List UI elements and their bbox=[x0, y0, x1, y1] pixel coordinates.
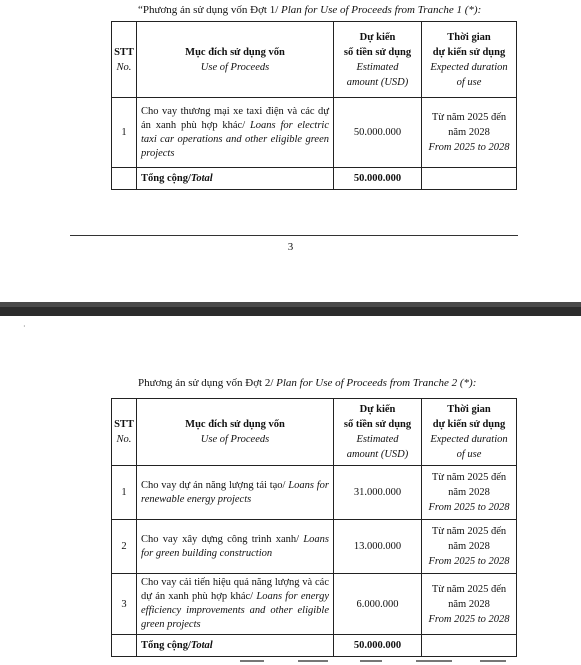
total-label: Tổng cộng/Total bbox=[137, 635, 334, 657]
scan-mark: · bbox=[23, 322, 26, 331]
row-number: 2 bbox=[112, 520, 137, 574]
tranche2-table bbox=[111, 398, 517, 657]
row-amount: 50.000.000 bbox=[334, 98, 422, 168]
row-amount: 31.000.000 bbox=[334, 466, 422, 520]
row-purpose: Cho vay thương mại xe taxi điện và các dự án xanh phù hợp khác/ Loans for electric taxi car operations and other eligible green projects bbox=[137, 98, 334, 168]
cut-off-text-line bbox=[240, 660, 520, 665]
table-total-row bbox=[112, 168, 517, 190]
header-amount: Dự kiến số tiền sử dụng Estimated amount (USD) bbox=[334, 399, 422, 466]
tranche2-caption bbox=[138, 377, 476, 389]
table-header-row bbox=[112, 22, 517, 98]
total-amount: 50.000.000 bbox=[334, 168, 422, 190]
table-total-row bbox=[112, 635, 517, 657]
table-header-row bbox=[112, 399, 517, 466]
table-row bbox=[112, 520, 517, 574]
row-number: 3 bbox=[112, 574, 137, 635]
header-duration: Thời gian dự kiến sử dụng Expected duration of use bbox=[422, 399, 517, 466]
row-amount: 6.000.000 bbox=[334, 574, 422, 635]
header-purpose: Mục đích sử dụng vốn Use of Proceeds bbox=[137, 399, 334, 466]
tranche1-caption-en: Plan for Use of Proceeds from Tranche 1 (*): bbox=[281, 4, 482, 16]
row-duration: Từ năm 2025 đến năm 2028 From 2025 to 2028 bbox=[422, 98, 517, 168]
total-label: Tổng cộng/Total bbox=[137, 168, 334, 190]
row-amount: 13.000.000 bbox=[334, 520, 422, 574]
table-row bbox=[112, 574, 517, 635]
page-separator bbox=[0, 302, 581, 316]
row-purpose: Cho vay cải tiến hiệu quả năng lượng và các dự án xanh phù hợp khác/ Loans for energy efficiency improvements and other eligible green projects bbox=[137, 574, 334, 635]
tranche1-table bbox=[111, 21, 517, 190]
row-duration: Từ năm 2025 đến năm 2028 From 2025 to 2028 bbox=[422, 466, 517, 520]
header-stt: STT No. bbox=[112, 399, 137, 466]
row-purpose: Cho vay dự án năng lượng tái tạo/ Loans for renewable energy projects bbox=[137, 466, 334, 520]
row-number: 1 bbox=[112, 98, 137, 168]
row-number: 1 bbox=[112, 466, 137, 520]
row-duration: Từ năm 2025 đến năm 2028 From 2025 to 2028 bbox=[422, 574, 517, 635]
tranche2-caption-vn: Phương án sử dụng vốn Đợt 2/ bbox=[138, 377, 274, 389]
header-purpose: Mục đích sử dụng vốn Use of Proceeds bbox=[137, 22, 334, 98]
footer-divider bbox=[70, 235, 518, 236]
header-amount: Dự kiến số tiền sử dụng Estimated amount (USD) bbox=[334, 22, 422, 98]
tranche1-caption bbox=[138, 4, 481, 16]
table-row bbox=[112, 466, 517, 520]
page-number: 3 bbox=[287, 241, 294, 253]
row-purpose: Cho vay xây dựng công trình xanh/ Loans for green building construction bbox=[137, 520, 334, 574]
total-amount: 50.000.000 bbox=[334, 635, 422, 657]
document-page-top bbox=[0, 0, 581, 302]
tranche2-caption-en: Plan for Use of Proceeds from Tranche 2 (*): bbox=[276, 377, 477, 389]
tranche1-caption-vn: “Phương án sử dụng vốn Đợt 1/ bbox=[138, 4, 279, 16]
header-duration: Thời gian dự kiến sử dụng Expected duration of use bbox=[422, 22, 517, 98]
table-row bbox=[112, 98, 517, 168]
row-duration: Từ năm 2025 đến năm 2028 From 2025 to 2028 bbox=[422, 520, 517, 574]
header-stt: STT No. bbox=[112, 22, 137, 98]
